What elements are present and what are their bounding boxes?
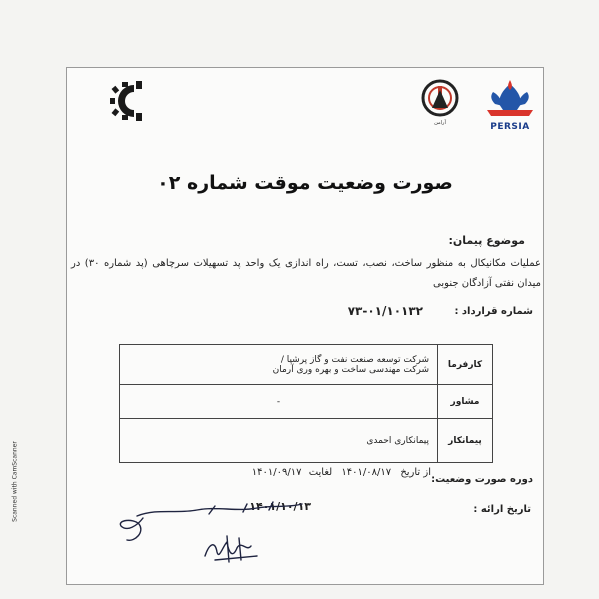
party-value-line: شرکت توسعه صنعت نفت و گاز پرشیا / bbox=[280, 354, 429, 365]
company-emblem-icon: آرامن bbox=[415, 78, 465, 126]
persia-logo-icon: PERSIA bbox=[481, 80, 539, 130]
scanner-watermark: Scanned with CamScanner bbox=[11, 441, 19, 522]
period-from-date: ۱۴۰۱/۰۸/۱۷ bbox=[341, 467, 392, 478]
party-value-line: - bbox=[276, 396, 281, 407]
subject-label: موضوع پیمان: bbox=[448, 234, 525, 247]
subject-text: عملیات مکانیکال به منظور ساخت، نصب، تست، راه اندازی یک واحد پد تسهیلات سرچاهی (پد شماره ۳۰) در میدان نفتی آزادگان جنوبی bbox=[71, 258, 541, 289]
handwritten-signature bbox=[97, 496, 327, 576]
party-value-line: شرکت مهندسی ساخت و بهره وری آرمان bbox=[272, 364, 429, 375]
gear-logo-icon bbox=[104, 79, 148, 123]
submission-date-value: ۱۴۰۱/۱۰/۱۳ bbox=[249, 500, 311, 513]
table-row bbox=[120, 345, 493, 385]
period-label: دوره صورت وضعیت: bbox=[431, 474, 533, 485]
period-range bbox=[252, 467, 431, 478]
period-to-date: ۱۴۰۱/۰۹/۱۷ bbox=[251, 467, 302, 478]
party-role: مشاور bbox=[438, 385, 493, 419]
table-row bbox=[120, 419, 493, 463]
party-role: کارفرما bbox=[438, 345, 493, 385]
party-role: پیمانکار bbox=[438, 419, 493, 463]
party-value-line: پیمانکاری احمدی bbox=[366, 435, 429, 446]
period-to-prefix: لغایت bbox=[308, 467, 333, 478]
contract-number-label: شماره قرارداد : bbox=[454, 306, 533, 317]
table-row bbox=[120, 385, 493, 419]
period-from-prefix: از تاریخ bbox=[400, 467, 431, 478]
party-value bbox=[120, 385, 438, 419]
document-title: صورت وضعیت موقت شماره ۰۲ bbox=[157, 172, 453, 194]
document-page bbox=[66, 67, 544, 585]
contract-number-value: ۷۳-۰۱/۱۰۱۳۲ bbox=[347, 304, 423, 318]
party-value bbox=[120, 419, 438, 463]
party-value bbox=[120, 345, 438, 385]
submission-date-label: تاریخ ارائه : bbox=[473, 504, 531, 515]
parties-table bbox=[119, 344, 493, 463]
